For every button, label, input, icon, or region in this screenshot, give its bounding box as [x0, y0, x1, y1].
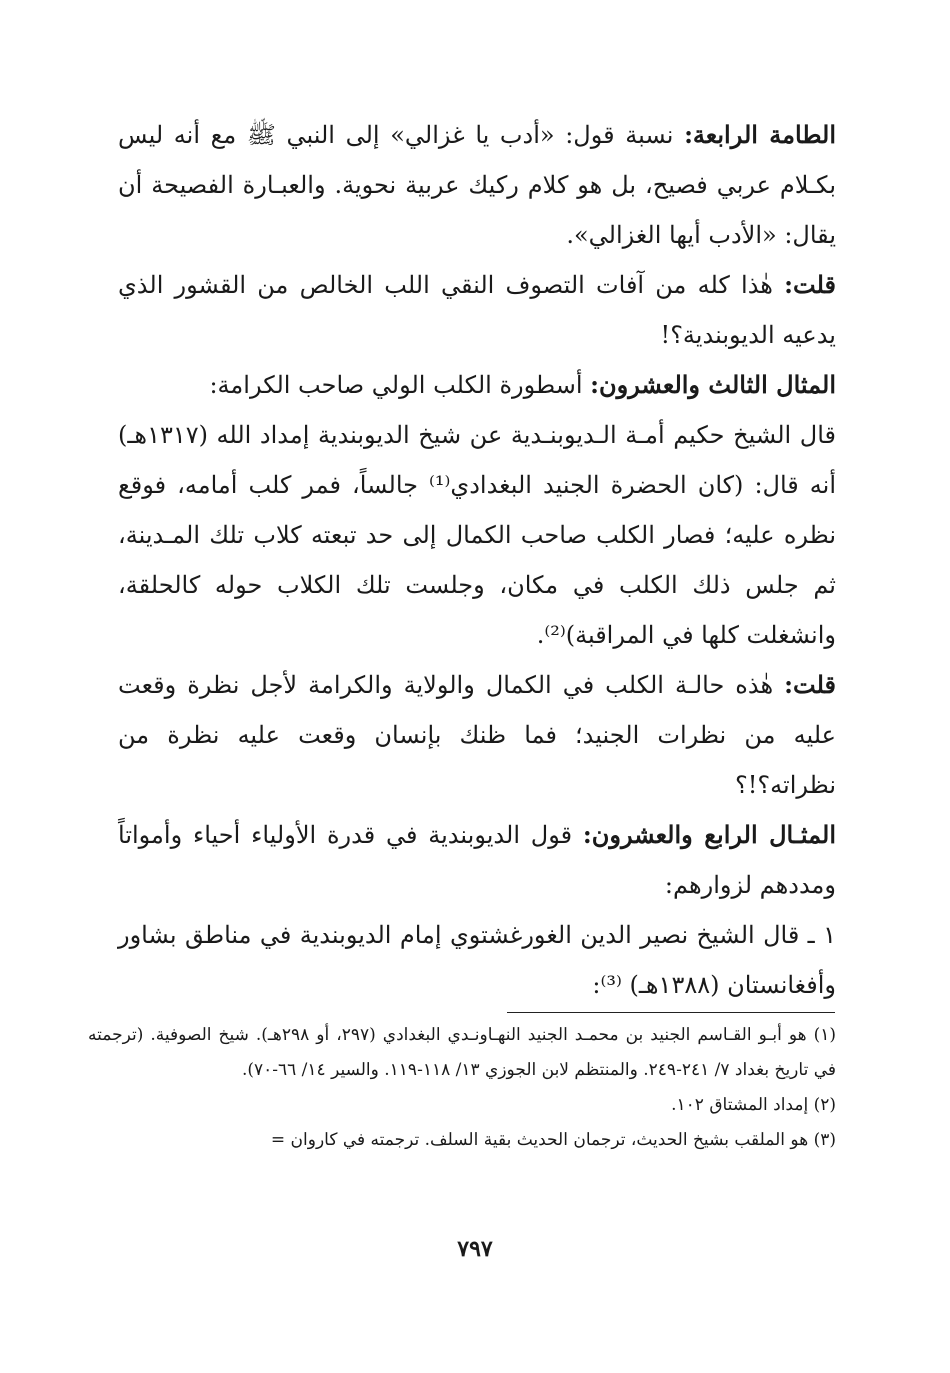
paragraph-text: قال الشيخ حكيم أمـة الـديوبنـدية عن شيخ الديوبندية إمداد الله (١٣١٧هـ) أنه قال: (كان الحضرة الجنيد البغدادي⁽¹⁾ جالساً، فمر كلب أمامه، فوقع نظره عليه؛ فصار الكلب صاحب الكمال إلى حد تبعته كلاب تلك المـدينة، ثم جلس ذلك الكلب في مكان، وجلست تلك الكلاب حوله كالحلقة، وانشغلت كلها في المراقبة)⁽²⁾. [118, 421, 836, 649]
paragraph-example-24 [118, 810, 836, 910]
footnote-3: (٣) هو الملقب بشيخ الحديث، ترجمان الحديث بقية السلف. ترجمته في كاروان = [270, 1130, 836, 1150]
paragraph-example-23 [118, 360, 836, 410]
paragraph-dog-story [118, 410, 836, 660]
paragraph-text: نسبة قول: «أدب يا غزالي» إلى النبي ﷺ مع أنه ليس بكـلام عربي فصيح، بل هو كلام ركيك عربية نحوية. والعبـارة الفصيحة أن يقال: «الأدب أيها الغزالي». [118, 121, 836, 249]
main-text [118, 110, 836, 1010]
paragraph-lead: المثـال الرابع والعشرون: [582, 820, 836, 849]
paragraph-comment-2 [118, 660, 836, 810]
paragraph-text: قول الديوبندية في قدرة الأولياء أحياء وأمواتاً ومددهم لزوارهم: [118, 821, 836, 899]
paragraph-text: أسطورة الكلب الولي صاحب الكرامة: [209, 371, 591, 399]
paragraph-lead: قلت: [784, 670, 836, 699]
paragraph-text: ١ ـ قال الشيخ نصير الدين الغورغشتوي إمام الديوبندية في مناطق بشاور وأفغانستان (١٣٨٨هـ) ⁽³⁾: [118, 921, 836, 999]
paragraph-item-1 [118, 910, 836, 1010]
paragraph-fifth-calamity [118, 110, 836, 260]
footnote-divider [507, 1012, 835, 1013]
paragraph-lead: المثال الثالث والعشرون: [590, 370, 836, 399]
paragraph-text: هٰذه حالـة الكلب في الكمال والولاية والكرامة لأجل نظرة وقعت عليه من نظرات الجنيد؛ فما ظنك بإنسان وقعت عليه نظرة من نظراته؟!؟ [118, 671, 836, 799]
footnotes [88, 1018, 836, 1158]
paragraph-text: هٰذا كله من آفات التصوف النقي اللب الخالص من القشور الذي يدعيه الديوبندية؟! [118, 271, 836, 349]
paragraph-lead: قلت: [784, 270, 836, 299]
paragraph-lead: الطامة الرابعة: [684, 120, 836, 149]
footnote-1: (١) هو أبـو القـاسم الجنيد بن محمـد الجنيد النهـاونـدي البغدادي (٢٩٧، أو ٢٩٨هـ). شيخ الصوفية. (ترجمته في تاريخ بغداد ٧/ ٢٤١-٢٤٩. والمنتظم لابن الجوزي ١٣/ ١١٨-١١٩. والسير ١٤/ ٦٦-٧٠). [88, 1025, 836, 1080]
footnote-2: (٢) إمداد المشتاق ١٠٢. [671, 1095, 836, 1115]
page-number: ٧٩٧ [457, 1236, 493, 1262]
paragraph-comment-1 [118, 260, 836, 360]
